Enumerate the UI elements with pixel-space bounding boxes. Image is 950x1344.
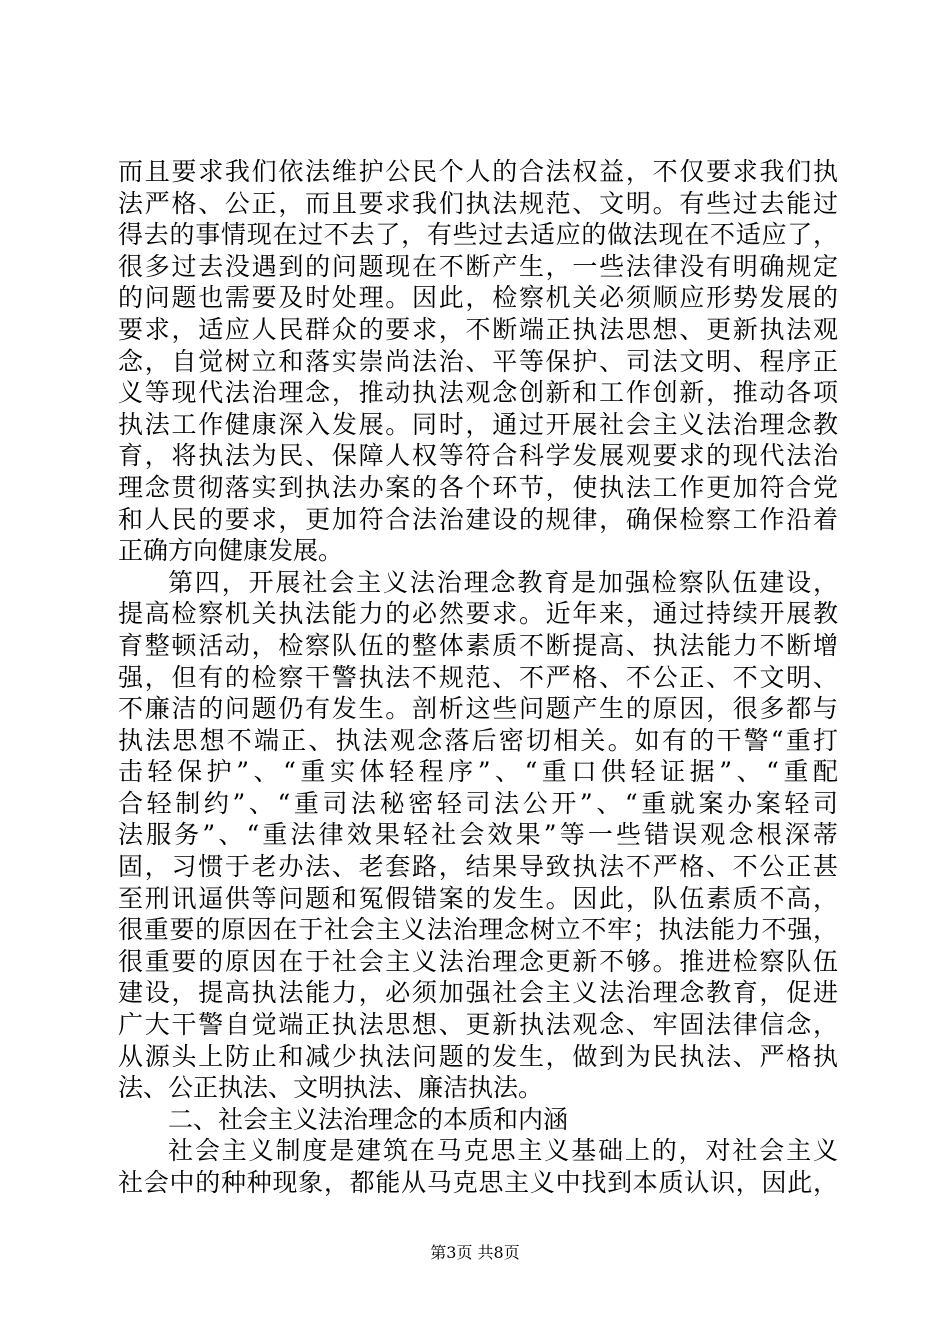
- text-line: 击轻保护”、“重实体轻程序”、“重口供轻证据”、“重配: [118, 757, 838, 787]
- text-line: 很多过去没遇到的问题现在不断产生，一些法律没有明确规定: [118, 251, 838, 281]
- text-line: 社会主义制度是建筑在马克思主义基础上的，对社会主义: [168, 1136, 838, 1166]
- text-line: 至刑讯逼供等问题和冤假错案的发生。因此，队伍素质不高，: [118, 883, 838, 913]
- text-line: 念，自觉树立和落实崇尚法治、平等保护、司法文明、程序正: [118, 346, 838, 376]
- text-line: 法严格、公正，而且要求我们执法规范、文明。有些过去能过: [118, 188, 838, 218]
- text-line: 法服务”、“重法律效果轻社会效果”等一些错误观念根深蒂: [118, 820, 838, 850]
- text-line: 执法思想不端正、执法观念落后密切相关。如有的干警“重打: [118, 725, 838, 755]
- text-line: 法、公正执法、文明执法、廉洁执法。: [118, 1073, 544, 1103]
- text-line: 第四，开展社会主义法治理念教育是加强检察队伍建设，: [168, 567, 838, 597]
- text-line: 强，但有的检察干警执法不规范、不严格、不公正、不文明、: [118, 662, 838, 692]
- text-line: 育，将执法为民、保障人权等符合科学发展观要求的现代法治: [118, 441, 838, 471]
- text-line: 的问题也需要及时处理。因此，检察机关必须顺应形势发展的: [118, 283, 838, 313]
- text-line: 很重要的原因在于社会主义法治理念树立不牢；执法能力不强，: [118, 915, 838, 945]
- text-line: 不廉洁的问题仍有发生。剖析这些问题产生的原因，很多都与: [118, 694, 838, 724]
- text-line: 正确方向健康发展。: [118, 536, 344, 566]
- text-line: 社会中的种种现象，都能从马克思主义中找到本质认识，因此，: [118, 1168, 838, 1197]
- text-line: 得去的事情现在过不去了，有些过去适应的做法现在不适应了，: [118, 220, 838, 250]
- text-line: 育整顿活动，检察队伍的整体素质不断提高、执法能力不断增: [118, 630, 838, 660]
- text-line: 执法工作健康深入发展。同时，通过开展社会主义法治理念教: [118, 409, 838, 439]
- text-line: 合轻制约”、“重司法秘密轻司法公开”、“重就案办案轻司: [118, 788, 838, 818]
- text-line: 提高检察机关执法能力的必然要求。近年来，通过持续开展教: [118, 599, 838, 629]
- text-line: 固，习惯于老办法、老套路，结果导致执法不严格、不公正甚: [118, 852, 838, 882]
- document-body: [118, 156, 838, 1199]
- text-line: 二、社会主义法治理念的本质和内涵: [168, 1104, 569, 1134]
- text-line: 从源头上防止和减少执法问题的发生，做到为民执法、严格执: [118, 1041, 838, 1071]
- text-line: 和人民的要求，更加符合法治建设的规律，确保检察工作沿着: [118, 504, 838, 534]
- text-line: 很重要的原因在于社会主义法治理念更新不够。推进检察队伍: [118, 946, 838, 976]
- page-number: 第3页 共8页: [430, 1243, 520, 1262]
- text-line: 广大干警自觉端正执法思想、更新执法观念、牢固法律信念，: [118, 1010, 838, 1040]
- text-line: 要求，适应人民群众的要求，不断端正执法思想、更新执法观: [118, 314, 838, 344]
- text-line: 而且要求我们依法维护公民个人的合法权益，不仅要求我们执: [118, 157, 838, 186]
- text-line: 建设，提高执法能力，必须加强社会主义法治理念教育，促进: [118, 978, 838, 1008]
- text-line: 理念贯彻落实到执法办案的各个环节，使执法工作更加符合党: [118, 472, 838, 502]
- text-line: 义等现代法治理念，推动执法观念创新和工作创新，推动各项: [118, 378, 838, 408]
